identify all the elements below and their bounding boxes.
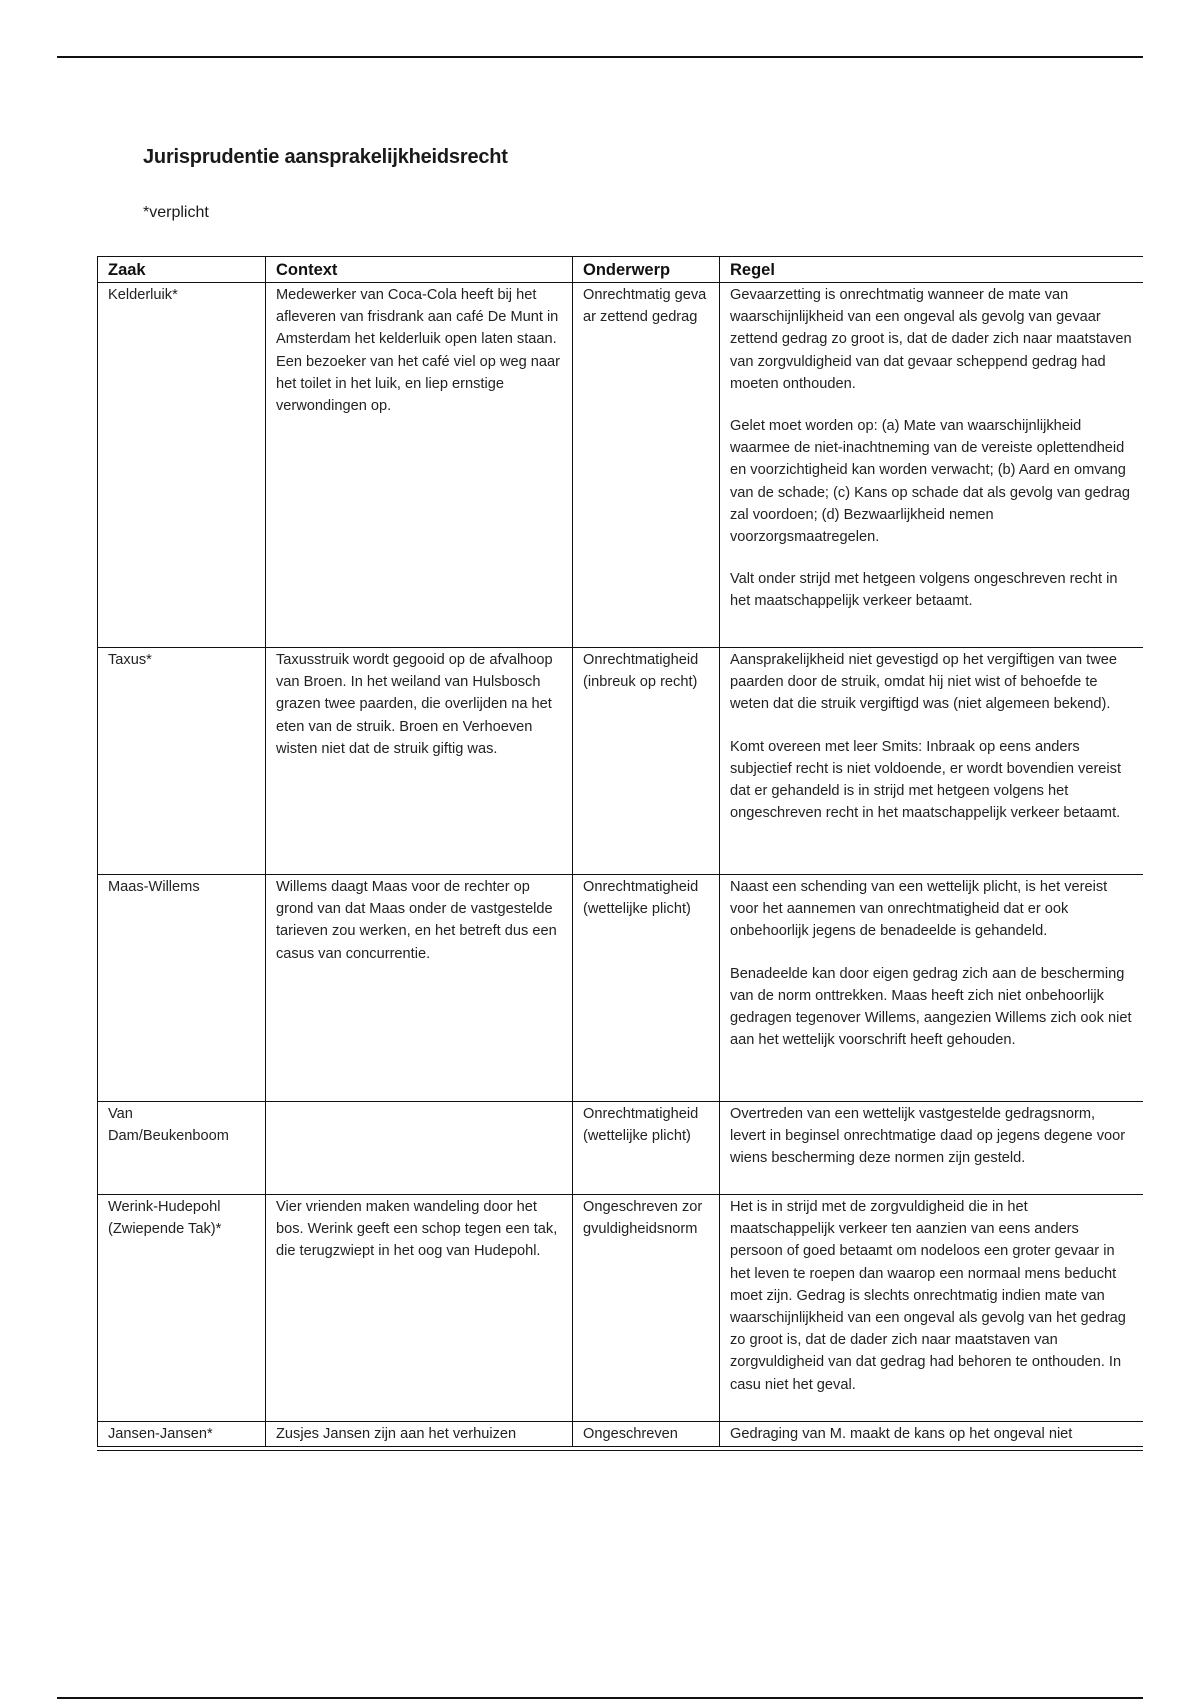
cell-regel [720, 1102, 1144, 1195]
regel-paragraph: Het is in strijd met de zorgvuldigheid die in het maatschappelijk verkeer ten aanzien van eens anders persoon of goed betaamt om nodeloos een groter gevaar in het leven te roepen dan waarop een normaal mens beducht moet zijn. Gedrag is slechts onrechtmatig indien mate van waarschijnlijkheid van een ongeval als gevolg van het gedrag zo groot is, dat de dader zich naar maatstaven van zorgvuldigheid van dat gedrag had behoren te onthouden. In casu niet het geval. [730, 1199, 1126, 1393]
cell-zaak: Kelderluik* [98, 283, 266, 648]
cell-zaak: Jansen-Jansen* [98, 1422, 266, 1447]
cell-zaak: Van Dam/Beukenboom [98, 1102, 266, 1195]
regel-paragraph: Gedraging van M. maakt de kans op het ongeval niet [730, 1426, 1073, 1442]
table-row [98, 1422, 1144, 1447]
regel-paragraph: Benadeelde kan door eigen gedrag zich aan de bescherming van de norm onttrekken. Maas heeft zich niet onbehoorlijk gedragen tegenover Willems, aangezien Willems zich ook niet aan het wettelijk voorschrift heeft gehouden. [730, 965, 1132, 1049]
table-header-row [98, 257, 1144, 283]
cell-onderwerp: Onrechtmatig gevaar zettend gedrag [573, 283, 720, 648]
cell-regel [720, 875, 1144, 1102]
cell-zaak: Maas-Willems [98, 875, 266, 1102]
header-context: Context [266, 257, 573, 283]
regel-paragraph: Overtreden van een wettelijk vastgestelde gedragsnorm, levert in beginsel onrechtmatige daad op jegens degene voor wiens bescherming deze normen zijn gesteld. [730, 1106, 1126, 1167]
table-row [98, 648, 1144, 875]
cell-regel [720, 283, 1144, 648]
table-row [98, 1102, 1144, 1195]
cell-context: Willems daagt Maas voor de rechter op grond van dat Maas onder de vastgestelde tarieven zou werken, en het betreft dus een casus van concurrentie. [266, 875, 573, 1102]
regel-paragraph: Aansprakelijkheid niet gevestigd op het vergiftigen van twee paarden door de struik, omdat hij niet wist of behoefde te weten dat die struik vergiftigd was (niet algemeen bekend). [730, 652, 1117, 713]
jurisprudence-table [97, 256, 1143, 1447]
header-onderwerp: Onderwerp [573, 257, 720, 283]
document-subtitle: *verplicht [143, 204, 209, 221]
regel-paragraph: Valt onder strijd met hetgeen volgens ongeschreven recht in het maatschappelijk verkeer betaamt. [730, 571, 1118, 610]
cell-onderwerp: Ongeschreven [573, 1422, 720, 1447]
cell-context: Vier vrienden maken wandeling door het bos. Werink geeft een schop tegen een tak, die terugzwiept in het oog van Hudepohl. [266, 1195, 573, 1422]
table-row [98, 283, 1144, 648]
header-rule [57, 56, 1143, 58]
cell-regel [720, 648, 1144, 875]
cell-context: Zusjes Jansen zijn aan het verhuizen [266, 1422, 573, 1447]
table-row [98, 1195, 1144, 1422]
cell-context: Medewerker van Coca-Cola heeft bij het afleveren van frisdrank aan café De Munt in Amsterdam het kelderluik open laten staan. Een bezoeker van het café viel op weg naar het toilet in het luik, en liep ernstige verwondingen op. [266, 283, 573, 648]
footer-rule [57, 1697, 1143, 1699]
document-title: Jurisprudentie aansprakelijkheidsrecht [143, 146, 508, 168]
cell-regel [720, 1422, 1144, 1447]
cell-zaak: Werink-Hudepohl (Zwiepende Tak)* [98, 1195, 266, 1422]
cell-onderwerp: Onrechtmatigheid (wettelijke plicht) [573, 875, 720, 1102]
cell-onderwerp: Ongeschreven zorgvuldigheidsnorm [573, 1195, 720, 1422]
header-zaak: Zaak [98, 257, 266, 283]
regel-paragraph: Gelet moet worden op: (a) Mate van waarschijnlijkheid waarmee de niet-inachtneming van de vereiste oplettendheid en voorzichtigheid kan worden verwacht; (b) Aard en omvang van de schade; (c) Kans op schade dat als gevolg van gedrag zal voordoen; (d) Bezwaarlijkheid nemen voorzorgsmaatregelen. [730, 418, 1130, 546]
regel-paragraph: Komt overeen met leer Smits: Inbraak op eens anders subjectief recht is niet voldoende, er wordt bovendien vereist dat er gehandeld is in strijd met hetgeen volgens het ongeschreven recht in het maatschappelijk verkeer betaamt. [730, 738, 1122, 822]
regel-paragraph: Gevaarzetting is onrechtmatig wanneer de mate van waarschijnlijkheid van een ongeval als gevolg van gevaar zettend gedrag zo groot is, dat de dader zich naar maatstaven van zorgvuldigheid van dat gevaar scheppend gedrag had moeten onthouden. [730, 287, 1132, 392]
header-regel: Regel [720, 257, 1144, 283]
cell-zaak: Taxus* [98, 648, 266, 875]
jurisprudence-table-container [97, 256, 1143, 1451]
table-row [98, 875, 1144, 1102]
cell-context [266, 1102, 573, 1195]
cell-regel [720, 1195, 1144, 1422]
regel-paragraph: Naast een schending van een wettelijk plicht, is het vereist voor het aannemen van onrechtmatigheid dat er ook onbehoorlijk jegens de benadeelde is gehandeld. [730, 879, 1108, 940]
cell-context: Taxusstruik wordt gegooid op de afvalhoop van Broen. In het weiland van Hulsbosch grazen twee paarden, die overlijden na het eten van de struik. Broen en Verhoeven wisten niet dat de struik giftig was. [266, 648, 573, 875]
cell-onderwerp: Onrechtmatigheid (inbreuk op recht) [573, 648, 720, 875]
cell-onderwerp: Onrechtmatigheid (wettelijke plicht) [573, 1102, 720, 1195]
